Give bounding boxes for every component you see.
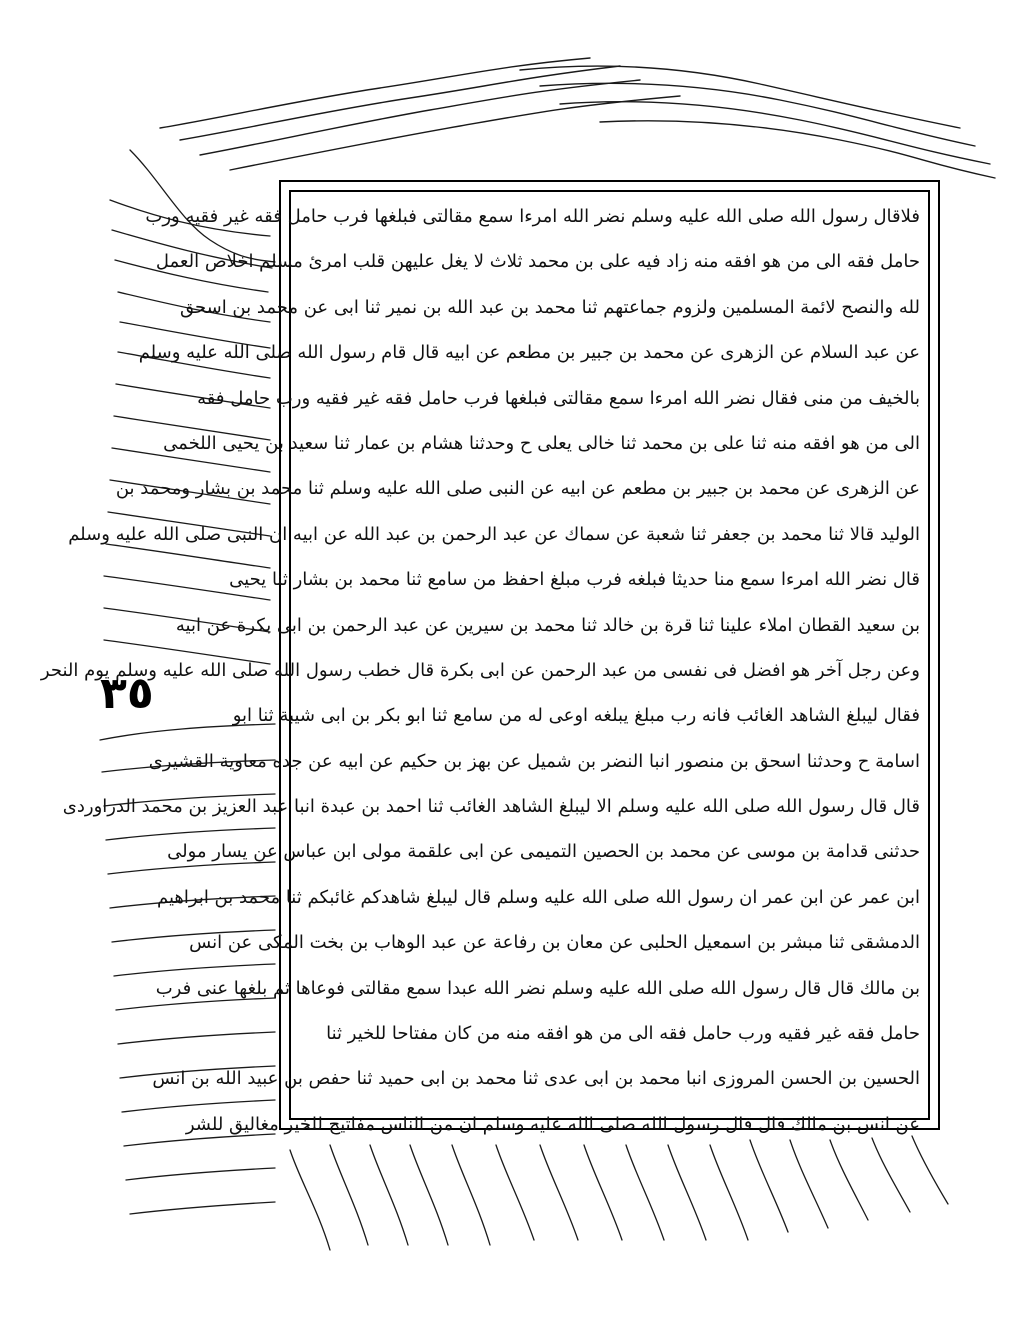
text-line: بن سعيد القطان املاء علينا ثنا قرة بن خالد ثنا محمد بن سيرين عن عبد الرحمن بن ابى بكرة عن ابيه	[175, 614, 920, 636]
text-line: حدثنى قدامة بن موسى عن محمد بن الحصين التميمى عن ابى علقمة مولى ابن عباس عن يسار مولى	[167, 841, 920, 863]
text-line: الحسين بن الحسن المروزى انبا محمد بن ابى عدى ثنا محمد بن ابى حميد ثنا حفص بن عبيد الله بن انس	[152, 1068, 920, 1090]
top-margin-gloss	[160, 58, 995, 178]
text-line: عن انس بن مالك قال قال رسول الله صلى الله عليه وسلم ان من الناس مفاتيح للخير مغاليق للشر	[185, 1113, 920, 1135]
text-line: قال نضر الله امرءا سمع منا حديثا فبلغه فرب مبلغ احفظ من سامع ثنا محمد بن بشار ثنا يحيى	[229, 569, 920, 591]
text-line: عن الزهرى عن محمد بن جبير بن مطعم عن ابيه عن النبى صلى الله عليه وسلم ثنا محمد بن بشار ومحمد بن	[115, 478, 920, 500]
text-line: ابن عمر عن ابن عمر ان رسول الله صلى الله عليه وسلم قال ليبلغ شاهدكم غائبكم ثنا محمد بن ابراهيم	[156, 886, 920, 908]
text-line: الى من هو افقه منه ثنا على بن محمد ثنا خالى يعلى ح وحدثنا هشام بن عمار ثنا سعيد بن يحيى اللخمى	[163, 432, 920, 454]
text-line: عن عبد السلام عن الزهرى عن محمد بن جبير بن مطعم عن ابيه قال قام رسول الله صلى الله عليه وسلم	[138, 342, 920, 364]
text-line: الدمشقى ثنا مبشر بن اسمعيل الحلبى عن معان بن رفاعة عن عبد الوهاب بن بخت المكى عن انس	[189, 932, 920, 954]
text-line: لله والنصح لائمة المسلمين ولزوم جماعتهم ثنا محمد بن عبد الله بن نمير ثنا ابى عن محمد بن اسحق	[180, 296, 920, 318]
text-line: قال قال رسول الله صلى الله عليه وسلم الا ليبلغ الشاهد الغائب ثنا احمد بن عبدة انبا عبد العزيز بن محمد الدراوردى	[62, 796, 920, 818]
text-line: بالخيف من منى فقال نضر الله امرءا سمع مقالتى فبلغها فرب حامل فقه غير فقيه ورب حامل فقه	[197, 387, 920, 409]
page-number: ٣٥	[100, 668, 154, 719]
text-line: بن مالك قال قال رسول الله صلى الله عليه وسلم نضر الله عبدا سمع مقالتى فوعاها ثم بلغها عنى فرب	[155, 977, 920, 999]
text-line: حامل فقه الى من هو افقه منه زاد فيه على بن محمد ثلاث لا يغل عليهن قلب امرئ مسلم اخلاص العمل	[155, 251, 920, 273]
text-line: فلاقال رسول الله صلى الله عليه وسلم نضر الله امرءا سمع مقالتى فبلغها فرب حامل فقه غير فقيه ورب	[145, 206, 920, 227]
text-line: اسامة ح وحدثنا اسحق بن منصور انبا النضر بن شميل عن بهز بن حكيم عن ابيه عن جده معاوية القشيرى	[148, 750, 920, 772]
bottom-margin-gloss	[290, 1136, 948, 1250]
text-line: حامل فقه غير فقيه ورب حامل فقه الى من هو افقه منه من كان مفتاحا للخير ثنا	[326, 1023, 920, 1045]
text-line: فقال ليبلغ الشاهد الغائب فانه رب مبلغ يبلغه اوعى له من سامع ثنا ابو بكر بن ابى شيبة ثنا ابو	[232, 705, 920, 727]
text-line: الوليد قالا ثنا محمد بن جعفر ثنا شعبة عن سماك عن عبد الرحمن بن عبد الله عن ابيه ان النبى صلى الله عليه وسلم	[68, 523, 920, 545]
text-line: وعن رجل آخر هو افضل فى نفسى من عبد الرحمن عن ابى بكرة قال خطب رسول الله صلى الله عليه وسلم يوم النحر	[40, 659, 920, 681]
